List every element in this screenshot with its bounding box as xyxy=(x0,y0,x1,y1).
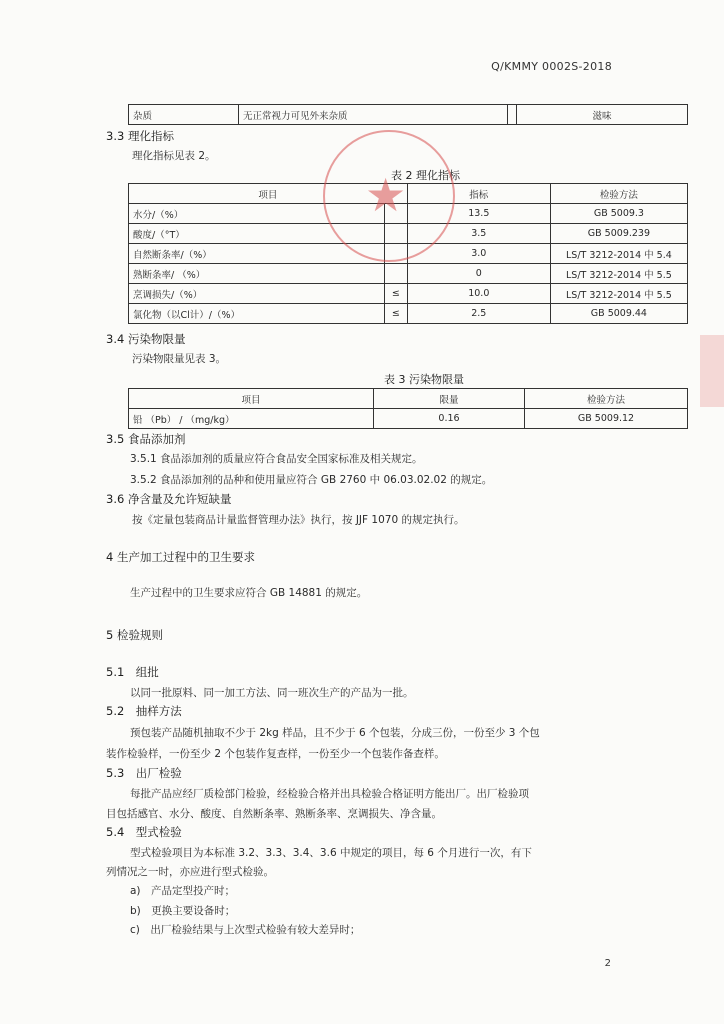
section-5-2-line1: 预包装产品随机抽取不少于 2kg 样品，且不少于 6 个包装，分成三份，一份至少 3 个包 xyxy=(130,727,540,739)
table-header-row xyxy=(129,389,688,409)
section-5-4-line1: 型式检验项目为本标准 3.2、3.3、3.4、3.6 中规定的项目，每 6 个月进行一次，有下 xyxy=(130,847,532,859)
section-5-3-title: 5.3 出厂检验 xyxy=(106,766,182,780)
row-value: 0 xyxy=(407,264,550,284)
standard-number: Q/KMMY 0002S-2018 xyxy=(491,60,612,73)
table-header-value: 指标 xyxy=(407,184,550,204)
section-4-title: 4 生产加工过程中的卫生要求 xyxy=(106,550,255,564)
table-row xyxy=(129,105,688,125)
section-3-6-text: 按《定量包装商品计量监督管理办法》执行，按 JJF 1070 的规定执行。 xyxy=(132,514,465,526)
row-symbol xyxy=(384,264,407,284)
row-item: 熟断条率/ （%） xyxy=(129,264,385,284)
row-method: LS/T 3212-2014 中 5.5 xyxy=(550,284,687,304)
table-header-method: 检验方法 xyxy=(525,389,688,409)
row-method: GB 5009.44 xyxy=(550,304,687,324)
section-5-2-line2: 装作检验样，一份至少 2 个包装作复查样，一份至少一个包装作备查样。 xyxy=(106,748,445,760)
row-value: 3.5 xyxy=(407,224,550,244)
list-item: a) 产品定型投产时； xyxy=(130,885,236,897)
table3-caption: 表 3 污染物限量 xyxy=(384,373,464,386)
table-row xyxy=(129,304,688,324)
row-symbol: ≤ xyxy=(384,304,407,324)
row-item: 氯化物（以Cl计）/（%） xyxy=(129,304,385,324)
row-method: GB 5009.12 xyxy=(525,409,688,429)
page-number: 2 xyxy=(604,958,611,969)
row-item: 铅 （Pb） / （mg/kg） xyxy=(129,409,374,429)
row-value: 10.0 xyxy=(407,284,550,304)
table-header-item: 项目 xyxy=(129,389,374,409)
table3 xyxy=(128,388,688,429)
company-seal xyxy=(323,130,455,262)
section-3-5-title: 3.5 食品添加剂 xyxy=(106,432,186,446)
page-edge-seal xyxy=(700,335,724,407)
section-3-5-2: 3.5.2 食品添加剂的品种和使用量应符合 GB 2760 中 06.03.02.02 的规定。 xyxy=(130,474,493,486)
row-method: GB 5009.239 xyxy=(550,224,687,244)
list-item: b) 更换主要设备时； xyxy=(130,905,236,917)
row-item: 烹调损失/（%） xyxy=(129,284,385,304)
table-row xyxy=(129,284,688,304)
section-5-4-line2: 列情况之一时，亦应进行型式检验。 xyxy=(106,866,274,878)
section-3-4-text: 污染物限量见表 3。 xyxy=(132,353,227,365)
table-cell xyxy=(508,105,517,125)
row-item: 酸度/（°T） xyxy=(129,224,385,244)
section-5-2-title: 5.2 抽样方法 xyxy=(106,704,182,718)
table-header-value: 限量 xyxy=(374,389,525,409)
row-method: LS/T 3212-2014 中 5.5 xyxy=(550,264,687,284)
section-4-text: 生产过程中的卫生要求应符合 GB 14881 的规定。 xyxy=(130,587,368,599)
row-value: 13.5 xyxy=(407,204,550,224)
row-item: 自然断条率/（%） xyxy=(129,244,385,264)
section-3-3-title: 3.3 理化指标 xyxy=(106,129,174,143)
section-5-1-text: 以同一批原料、同一加工方法、同一班次生产的产品为一批。 xyxy=(130,687,414,699)
table-row xyxy=(129,264,688,284)
section-5-3-line1: 每批产品应经厂质检部门检验，经检验合格并出具检验合格证明方能出厂。出厂检验项 xyxy=(130,788,529,800)
row-value: 3.0 xyxy=(407,244,550,264)
sensory-table-tail xyxy=(128,104,688,125)
section-5-3-line2: 目包括感官、水分、酸度、自然断条率、熟断条率、烹调损失、净含量。 xyxy=(106,808,442,820)
row-method: LS/T 3212-2014 中 5.4 xyxy=(550,244,687,264)
table-header-item: 项目 xyxy=(129,184,408,204)
row-value: 2.5 xyxy=(407,304,550,324)
seal-star-icon: ★ xyxy=(365,168,407,222)
table-header-method: 检验方法 xyxy=(550,184,687,204)
table-row xyxy=(129,409,688,429)
section-5-1-title: 5.1 组批 xyxy=(106,665,159,679)
list-item: c) 出厂检验结果与上次型式检验有较大差异时； xyxy=(130,924,361,936)
table2-caption: 表 2 理化指标 xyxy=(391,169,460,182)
table-cell: 无正常视力可见外来杂质 xyxy=(239,105,508,125)
row-method: GB 5009.3 xyxy=(550,204,687,224)
section-3-4-title: 3.4 污染物限量 xyxy=(106,332,186,346)
section-5-title: 5 检验规则 xyxy=(106,628,163,642)
section-3-3-text: 理化指标见表 2。 xyxy=(132,150,216,162)
row-value: 0.16 xyxy=(374,409,525,429)
row-item: 水分/（%） xyxy=(129,204,385,224)
table-cell: 杂质 xyxy=(129,105,239,125)
section-5-4-title: 5.4 型式检验 xyxy=(106,825,182,839)
row-symbol: ≤ xyxy=(384,284,407,304)
table-cell: 滋味 xyxy=(517,105,688,125)
section-3-5-1: 3.5.1 食品添加剂的质量应符合食品安全国家标准及相关规定。 xyxy=(130,453,423,465)
section-3-6-title: 3.6 净含量及允许短缺量 xyxy=(106,492,232,506)
